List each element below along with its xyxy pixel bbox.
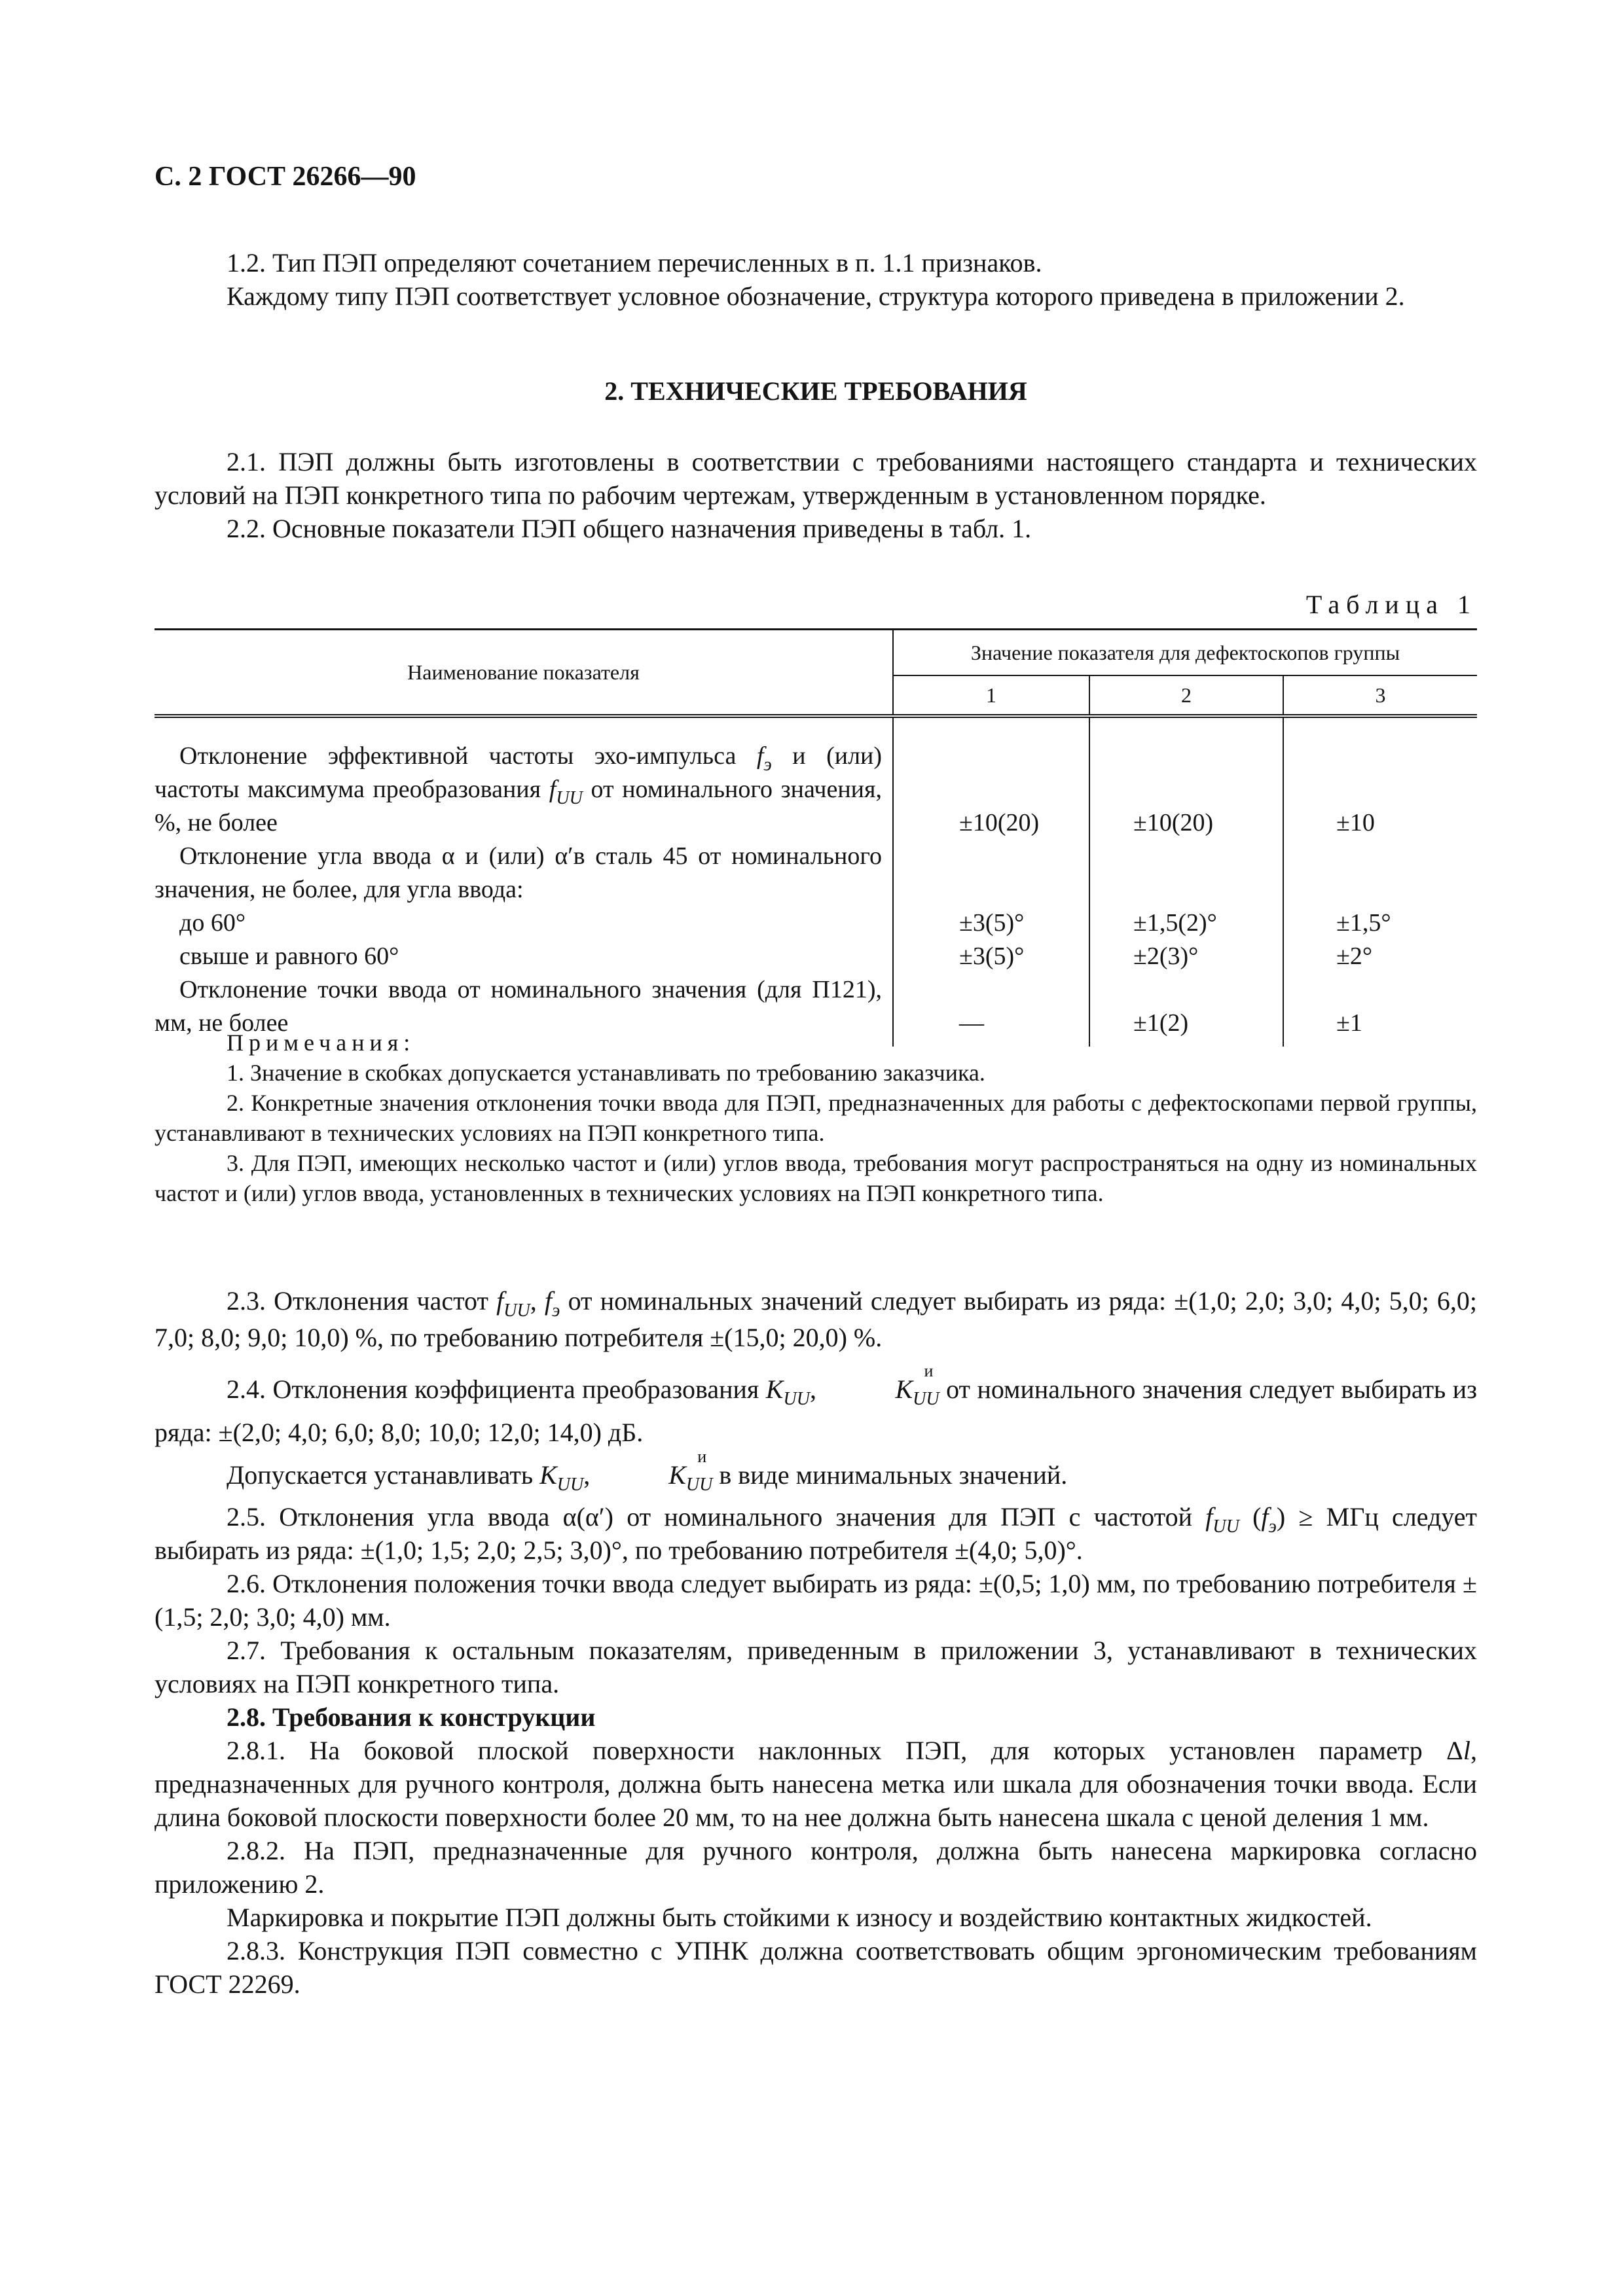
paragraph-2-6: 2.6. Отклонения положения точки ввода следует выбирать из ряда: ±(0,5; 1,0) мм, по требованию потребителя ±(1,5; 2,0; 3,0; 4,0) мм. xyxy=(155,1569,1477,1632)
note-2: 2. Конкретные значения отклонения точки ввода для ПЭП, предназначенных для работы с дефектоскопами первой группы, устанавливают в технических условиях на ПЭП конкретного типа. xyxy=(155,1090,1477,1146)
table-row xyxy=(155,940,1477,973)
group-3-header: 3 xyxy=(1283,675,1477,716)
notes-title: Примечания: xyxy=(227,1030,416,1056)
cell-value: ±1(2) xyxy=(1089,973,1283,1040)
row-1-label: Отклонение эффективной частоты эхо-импульса $f_э$ и (или) частоты максимума преобразования $f_{UU}$ от номинального значения, %, не более xyxy=(155,742,883,836)
cell-value: ±10(20) xyxy=(1089,740,1283,840)
table-notes xyxy=(155,1028,1477,1208)
cell-value: ±2(3)° xyxy=(1089,940,1283,973)
col-header-name: Наименование показателя xyxy=(155,630,893,717)
cell-value: ±3(5)° xyxy=(959,942,1025,970)
group-2-header: 2 xyxy=(1089,675,1283,716)
clauses-2-1-2-2 xyxy=(155,445,1477,545)
clause-2-3 xyxy=(155,1283,1477,1356)
row-2-sub2-label: свыше и равного 60° xyxy=(155,940,893,973)
paragraph-1-2: 1.2. Тип ПЭП определяют сочетанием перечисленных в п. 1.1 признаков. xyxy=(227,248,1042,278)
clause-1-2 xyxy=(155,246,1477,313)
cell-value: ±1,5° xyxy=(1283,906,1477,940)
table-row xyxy=(155,906,1477,940)
cell-value: ±2° xyxy=(1283,940,1477,973)
paragraph-2-4: 2.4. Отклонения коэффициента преобразования $K_{UU}$, K и $_{UU}$ от номинального значения следует выбирать из ряда: ±(2,0; 4,0; 6,0; 8,0; 10,0; 12,0; 14,0) дБ. xyxy=(155,1361,1477,1447)
col-header-group: Значение показателя для дефектоскопов группы xyxy=(893,630,1477,676)
paragraph-2-2: 2.2. Основные показатели ПЭП общего назначения приведены в табл. 1. xyxy=(227,514,1032,543)
table-row xyxy=(155,840,1477,906)
paragraph-2-8: 2.8. Требования к конструкции xyxy=(227,1702,596,1732)
paragraph-2-8-3: 2.8.3. Конструкция ПЭП совместно с УПНК должна соответствовать общим эргономическим требованиям ГОСТ 22269. xyxy=(155,1936,1477,1999)
paragraph-2-3: 2.3. Отклонения частот $f_{UU}$, $f_э$ от номинальных значений следует выбирать из ряда: ±(1,0; 2,0; 3,0; 4,0; 5,0; 6,0; 7,0; 8,0; 9,0; 10,0) %, по требованию потребителя ±(15,0; 20,0) %. xyxy=(155,1286,1478,1352)
table-1 xyxy=(155,628,1477,1047)
note-3: 3. Для ПЭП, имеющих несколько частот и (или) углов ввода, требования могут распространяться на одну из номинальных частот и (или) углов ввода, установленных в технических условиях на ПЭП конкретного типа. xyxy=(155,1150,1477,1206)
paragraph-2-8-1: 2.8.1. На боковой плоской поверхности наклонных ПЭП, для которых установлен параметр Δl, предназначенных для ручного контроля, должна быть нанесена метка или шкала для обозначения точки ввода. Если длина боковой плоскости поверхности более 20 мм, то на нее должна быть нанесена шкала с ценой деления 1 мм. xyxy=(155,1736,1477,1832)
page-header: С. 2 ГОСТ 26266—90 xyxy=(155,162,416,192)
paragraph-2-5: 2.5. Отклонения угла ввода α(α′) от номинального значения для ПЭП с частотой $f_{UU}$ $(f_э)$ ≥ МГц следует выбирать из ряда: ±(1,0; 1,5; 2,0; 2,5; 3,0)°, по требованию потребителя ±(4,0; 5,0)°. xyxy=(155,1502,1478,1565)
paragraph-2-7: 2.7. Требования к остальным показателям, приведенным в приложении 3, устанавливают в технических условиях на ПЭП конкретного типа. xyxy=(155,1636,1477,1698)
table-row xyxy=(155,740,1477,840)
paragraph-2-8-2b: Маркировка и покрытие ПЭП должны быть стойкими к износу и воздействию контактных жидкостей. xyxy=(227,1903,1372,1932)
cell-value: ±1 xyxy=(1283,973,1477,1040)
row-2-label: Отклонение угла ввода α и (или) α′в сталь 45 от номинального значения, не более, для угла ввода: xyxy=(155,842,882,903)
section-2-title: 2. ТЕХНИЧЕСКИЕ ТРЕБОВАНИЯ xyxy=(604,376,1027,406)
paragraph-2-4c: Допускается устанавливать $K_{UU}$, K и $_{UU}$ в виде минимальных значений. xyxy=(227,1447,1068,1495)
clause-2-4c xyxy=(155,1447,1477,1495)
cell-value: ±10 xyxy=(1283,740,1477,840)
row-2-sub1-label: до 60° xyxy=(155,906,893,940)
row-3-label: Отклонение точки ввода от номинального значения (для П121), мм, не более xyxy=(155,976,882,1037)
table-caption: Таблица 1 xyxy=(1305,590,1477,619)
paragraph-2-1: 2.1. ПЭП должны быть изготовлены в соответствии с требованиями настоящего стандарта и технических условий на ПЭП конкретного типа по рабочим чертежам, утвержденным в установленном порядке. xyxy=(155,447,1477,510)
note-1: 1. Значение в скобках допускается устанавливать по требованию заказчика. xyxy=(227,1060,985,1086)
clauses-2-5-to-2-8-3 xyxy=(155,1500,1477,2001)
clause-2-4 xyxy=(155,1361,1477,1454)
cell-value: ±3(5)° xyxy=(959,909,1025,937)
cell-value: — xyxy=(959,1009,984,1037)
paragraph-2-8-2: 2.8.2. На ПЭП, предназначенные для ручного контроля, должна быть нанесена маркировка согласно приложению 2. xyxy=(155,1836,1477,1899)
cell-value: ±10(20) xyxy=(959,809,1040,836)
group-1-header: 1 xyxy=(893,675,1089,716)
paragraph-1-2b: Каждому типу ПЭП соответствует условное обозначение, структура которого приведена в приложении 2. xyxy=(227,281,1405,311)
cell-value: ±1,5(2)° xyxy=(1089,906,1283,940)
